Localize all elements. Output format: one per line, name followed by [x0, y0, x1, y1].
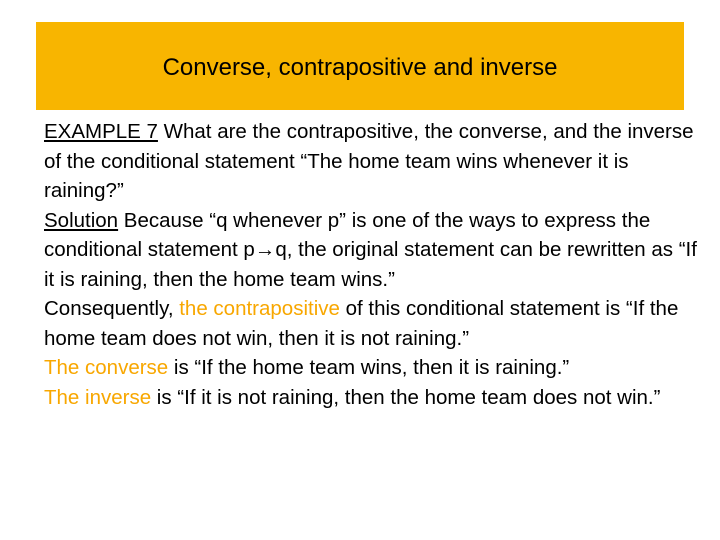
slide-title: Converse, contrapositive and inverse — [162, 54, 558, 81]
converse-term: The converse — [44, 356, 169, 379]
converse-text: is “If the home team wins, then it is raining.” — [168, 356, 570, 379]
contrapositive-text: of this conditional statement is “If the home team does not win, then it is not raining.” — [44, 297, 679, 350]
solution-paragraph — [44, 206, 709, 295]
example-paragraph — [44, 117, 709, 206]
slide-body — [44, 117, 709, 412]
contrapositive-paragraph — [44, 294, 709, 353]
inverse-term: The inverse — [44, 385, 152, 409]
title-bar — [36, 22, 684, 110]
contrapositive-lead: Consequently, — [44, 297, 180, 320]
solution-text: Because “q whenever p” is one of the ways to express the conditional statement p→q, the original statement can be rewritten as “If it is raining, then the home team wins.” — [44, 208, 697, 291]
example-label: EXAMPLE 7 — [44, 120, 158, 143]
converse-paragraph — [44, 353, 709, 383]
contrapositive-term: the contrapositive — [179, 297, 340, 320]
example-text: What are the contrapositive, the converse, and the inverse of the conditional statement “The home team wins whenever it is raining?” — [44, 120, 694, 202]
inverse-paragraph — [44, 383, 709, 413]
solution-label: Solution — [44, 208, 119, 232]
inverse-text: is “If it is not raining, then the home team does not win.” — [151, 385, 661, 409]
